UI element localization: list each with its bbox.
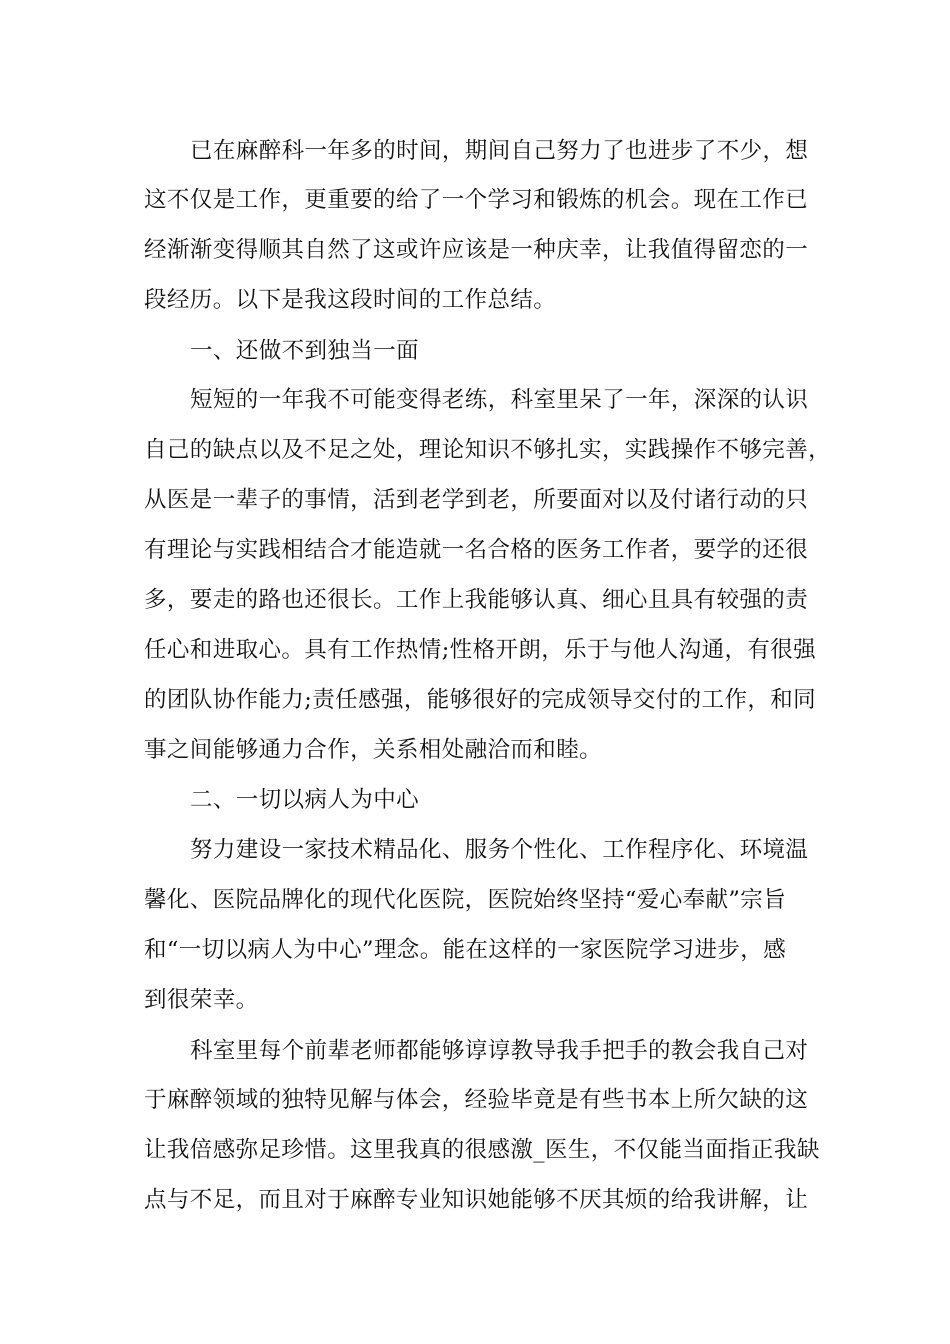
paragraph-2-line-5: 多，要走的路也还很长。工作上我能够认真、细心且具有较强的责 xyxy=(144,587,809,613)
section-heading-1: 一、还做不到独当一面 xyxy=(190,338,420,364)
paragraph-3-line-3: 和“一切以病人为中心”理念。能在这样的一家医院学习进步，感 xyxy=(144,937,787,963)
paragraph-1-line-1: 已在麻醉科一年多的时间，期间自己努力了也进步了不少，想 xyxy=(190,138,809,164)
paragraph-2-line-6: 任心和进取心。具有工作热情;性格开朗，乐于与他人沟通，有很强 xyxy=(144,637,817,663)
paragraph-2-line-7: 的团队协作能力;责任感强，能够很好的完成领导交付的工作，和同 xyxy=(144,687,817,713)
paragraph-2-line-2: 自己的缺点以及不足之处，理论知识不够扎实，实践操作不够完善， xyxy=(144,437,832,463)
paragraph-2-line-3: 从医是一辈子的事情，活到老学到老，所要面对以及付诸行动的只 xyxy=(144,487,809,513)
paragraph-1-line-4: 段经历。以下是我这段时间的工作总结。 xyxy=(144,287,557,313)
paragraph-3-line-2: 馨化、医院品牌化的现代化医院，医院始终坚持“爱心奉献”宗旨 xyxy=(144,887,787,913)
paragraph-1-line-2: 这不仅是工作，更重要的给了一个学习和锻炼的机会。现在工作已 xyxy=(144,187,809,213)
paragraph-3-line-1: 努力建设一家技术精品化、服务个性化、工作程序化、环境温 xyxy=(190,837,809,863)
paragraph-4-line-3: 让我倍感弥足珍惜。这里我真的很感激_医生，不仅能当面指正我缺 xyxy=(144,1137,820,1163)
paragraph-4-line-4: 点与不足，而且对于麻醉专业知识她能够不厌其烦的给我讲解，让 xyxy=(144,1187,809,1213)
paragraph-1-line-3: 经渐渐变得顺其自然了这或许应该是一种庆幸，让我值得留恋的一 xyxy=(144,237,809,263)
section-heading-2: 二、一切以病人为中心 xyxy=(190,787,420,813)
paragraph-4-line-1: 科室里每个前辈老师都能够谆谆教导我手把手的教会我自己对 xyxy=(190,1038,809,1064)
paragraph-3-line-4: 到很荣幸。 xyxy=(144,987,259,1013)
paragraph-2-line-4: 有理论与实践相结合才能造就一名合格的医务工作者，要学的还很 xyxy=(144,537,809,563)
paragraph-2-line-1: 短短的一年我不可能变得老练，科室里呆了一年，深深的认识 xyxy=(190,387,809,413)
paragraph-4-line-2: 于麻醉领域的独特见解与体会，经验毕竟是有些书本上所欠缺的这 xyxy=(144,1087,809,1113)
paragraph-2-line-8: 事之间能够通力合作，关系相处融洽而和睦。 xyxy=(144,737,603,763)
